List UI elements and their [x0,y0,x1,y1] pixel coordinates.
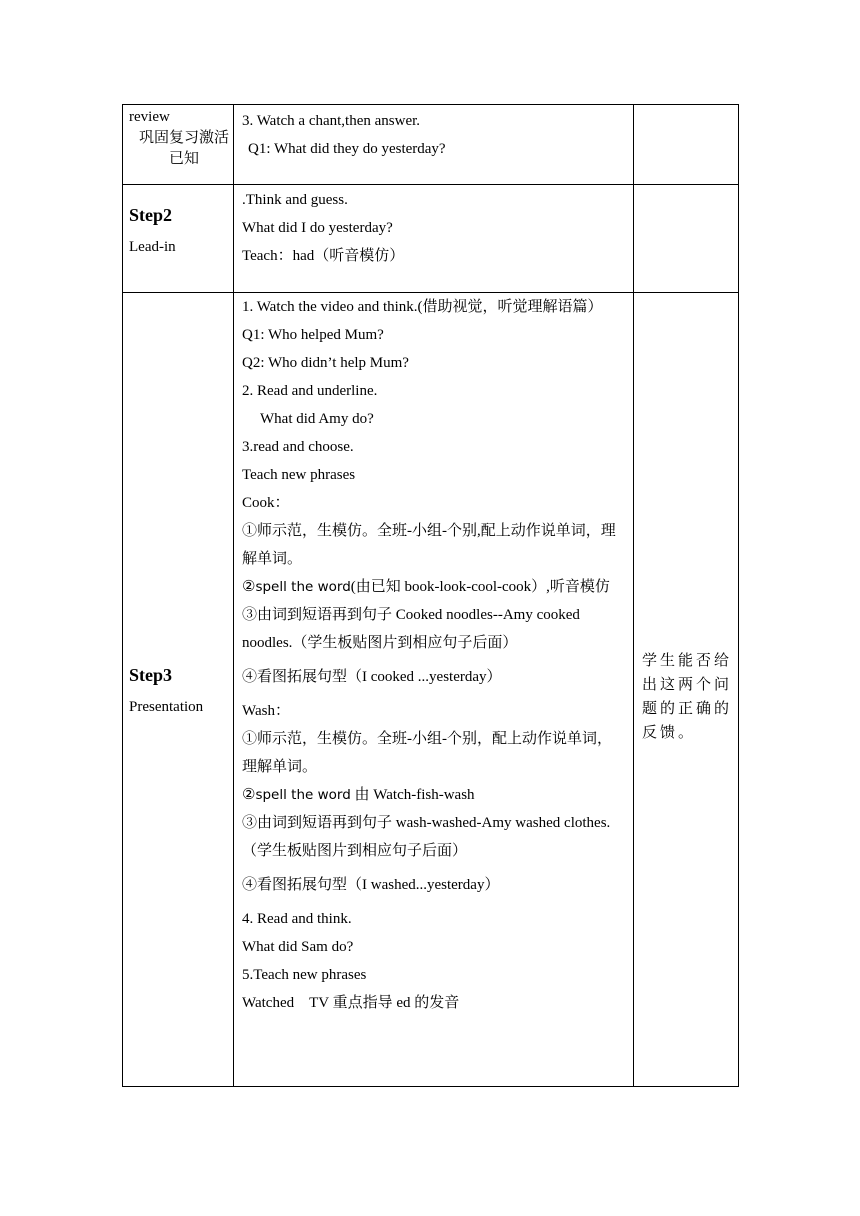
evaluation-cell-step2 [634,185,739,293]
evaluation-cell-step3: 学生能否给出这两个问题的正确的反馈。 [634,293,739,1087]
content-cell-review [234,105,634,185]
content-line: ④看图拓展句型（I cooked ...yesterday） [242,669,502,685]
content-line: 5.Teach new phrases [242,967,367,983]
content-line-sans: spell the word [255,579,351,595]
lesson-plan-table [122,104,739,1087]
content-line: Q2: Who didn’t help Mum? [242,355,409,371]
step-label-cn: 巩固复习激活已知 [139,130,230,167]
content-line [242,781,626,809]
content-line: ④看图拓展句型（I washed...yesterday） [242,877,500,893]
content-line: Teach new phrases [242,467,356,483]
content-line-sans: spell the word [255,787,351,803]
table-row-step2 [123,185,739,293]
content-cell-step2 [234,185,634,293]
table-row-step3 [123,293,739,1087]
step-title: Step3 [129,664,173,685]
content-line [242,573,626,601]
step-cell-step2 [123,185,234,293]
content-line: ③由词到短语再到句子 Cooked noodles--Amy cooked noodles.（学生板贴图片到相应句子后面） [242,607,580,651]
circled-number: ② [242,787,256,803]
content-line: 1. Watch the video and think.(借助视觉，听觉理解语篇） [242,299,603,315]
content-line: What did Amy do? [260,411,374,427]
step-subtitle: Presentation [129,698,204,715]
content-line: ①师示范，生模仿。全班-小组-个别,配上动作说单词，理解单词。 [242,523,616,567]
step-cell-step3 [123,293,234,1087]
content-line: Q1: What did they do yesterday? [248,141,446,157]
content-line-rest: (由已知 book-look-cool-cook）,听音模仿 [350,579,610,595]
step-title: Step2 [129,205,173,225]
content-cell-step3 [234,293,634,1087]
content-line: Teach：had（听音模仿） [242,248,405,264]
content-line: 2. Read and underline. [242,383,378,399]
content-line: Watched TV 重点指导 ed 的发音 [242,995,460,1011]
content-line: Q1: Who helped Mum? [242,327,384,343]
evaluation-cell-review [634,105,739,185]
content-line-rest: 由 Watch-fish-wash [350,787,475,803]
content-line: Cook： [242,495,290,511]
circled-number: ② [242,579,256,595]
step-label-en: review [129,109,170,125]
content-line: 3.read and choose. [242,439,354,455]
content-line: What did I do yesterday? [242,220,393,236]
content-line: 3. Watch a chant,then answer. [242,113,421,129]
step-cell-review [123,105,234,185]
content-line: .Think and guess. [242,192,348,208]
content-line: ①师示范，生模仿。全班-小组-个别，配上动作说单词，理解单词。 [242,731,612,775]
step-subtitle: Lead-in [129,239,176,255]
content-line: 4. Read and think. [242,911,352,927]
content-line: What did Sam do? [242,939,354,955]
content-line: Wash： [242,703,290,719]
content-line: ③由词到短语再到句子 wash-washed-Amy washed clothes.（学生板贴图片到相应句子后面） [242,815,611,859]
table-row-review [123,105,739,185]
